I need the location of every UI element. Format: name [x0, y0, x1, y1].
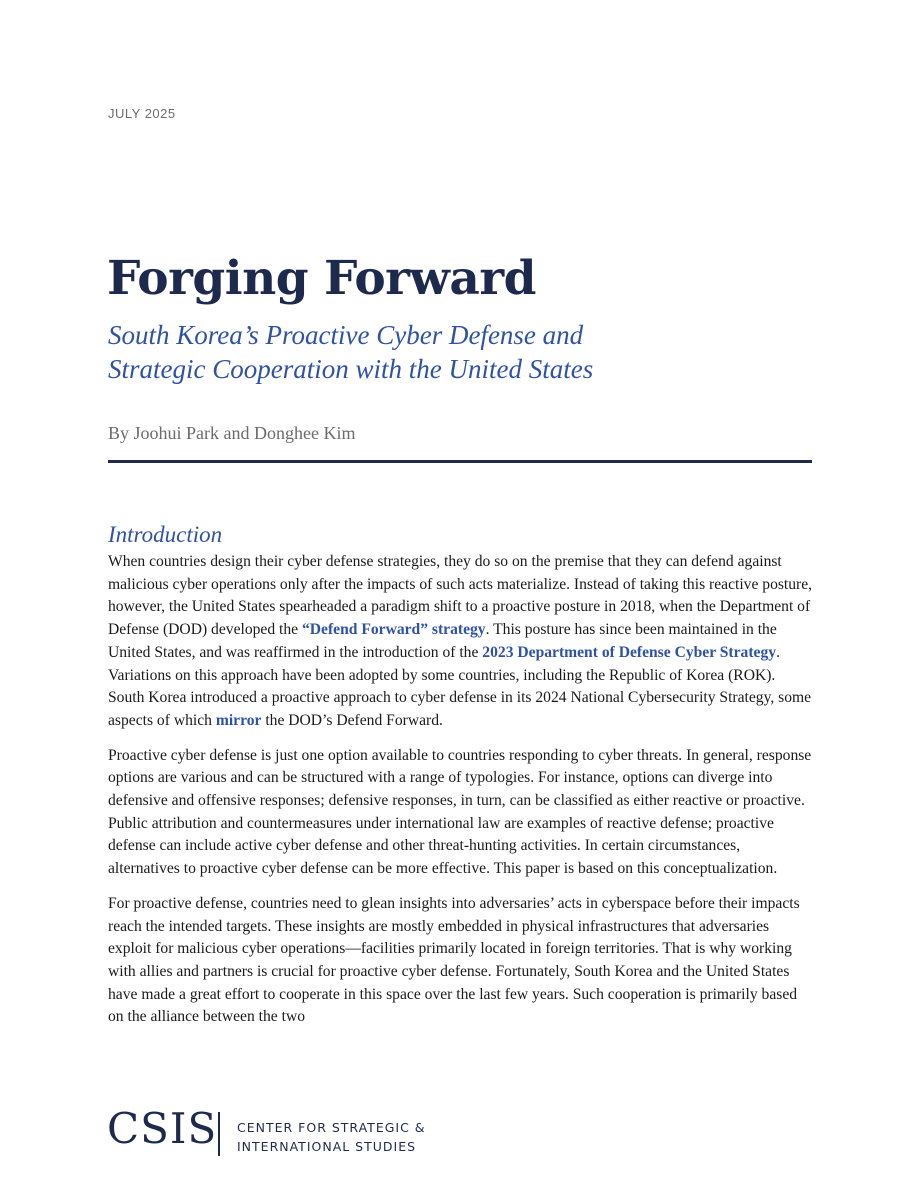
paragraph-1-text-a: When countries design their cyber defense strategies, they do so on the premise that they can defend against malicious cyber operations only after the impacts of such acts materialize. Instead of taking this reactive posture, however, the United States spearheaded a paradigm shift to a proactive posture in 2018, when the Department of Defense (DOD) developed the — [108, 553, 813, 639]
paragraph-1-text-b: . This posture has since been maintained in the United States, and was reaffirmed in the introduction of the — [108, 621, 777, 661]
subtitle-line-2: Strategic Cooperation with the United States — [108, 354, 594, 384]
report-title: Forging Forward — [107, 251, 536, 306]
author-byline: By Joohui Park and Donghee Kim — [108, 423, 356, 443]
link-defend-forward-strategy[interactable]: “Defend Forward” strategy — [301, 621, 486, 639]
header-divider — [108, 460, 812, 463]
subtitle-line-1: South Korea’s Proactive Cyber Defense and — [108, 320, 584, 350]
report-subtitle — [108, 318, 828, 386]
section-heading: Introduction — [108, 522, 223, 547]
paragraph-1-text-c: . Variations on this approach have been adopted by some countries, including the Republic of Korea (ROK). South Korea introduced a proactive approach to cyber defense in its 2024 National Cybersecurity Strategy, some aspects of which — [108, 643, 812, 729]
body-text — [108, 551, 814, 1041]
paragraph-1 — [108, 551, 814, 733]
organization-name-line-2: INTERNATIONAL STUDIES — [237, 1139, 417, 1154]
paragraph-2: Proactive cyber defense is just one option available to countries responding to cyber threats. In general, response options are various and can be structured with a range of typologies. For instance, options can diverge into defensive and offensive responses; defensive responses, in turn, can be classified as either reactive or proactive. Public attribution and countermeasures under international law are examples of reactive defense; proactive defense can include active cyber defense and other threat-hunting activities. In certain circumstances, alternatives to proactive cyber defense can be more effective. This paper is based on this conceptualization. — [108, 746, 812, 878]
csis-logo: CSIS — [107, 1104, 218, 1153]
publication-date: JULY 2025 — [108, 106, 176, 121]
paragraph-1-text-d: the DOD’s Defend Forward. — [261, 711, 443, 729]
paragraph-3: For proactive defense, countries need to glean insights into adversaries’ acts in cyberspace before their impacts reach the intended targets. These insights are mostly embedded in physical infrastructures that adversaries exploit for malicious cyber operations—facilities primarily located in foreign territories. That is why working with allies and partners is crucial for proactive cyber defense. Fortunately, South Korea and the United States have made a great effort to cooperate in this space over the last few years. Such cooperation is primarily based on the alliance between the two — [108, 894, 800, 1026]
footer-divider — [218, 1112, 220, 1156]
link-dod-cyber-strategy-2023[interactable]: 2023 Department of Defense Cyber Strategy — [482, 643, 777, 661]
link-mirror[interactable]: mirror — [215, 711, 262, 729]
organization-name-line-1: CENTER FOR STRATEGIC & — [237, 1120, 426, 1135]
organization-name — [237, 1118, 426, 1156]
